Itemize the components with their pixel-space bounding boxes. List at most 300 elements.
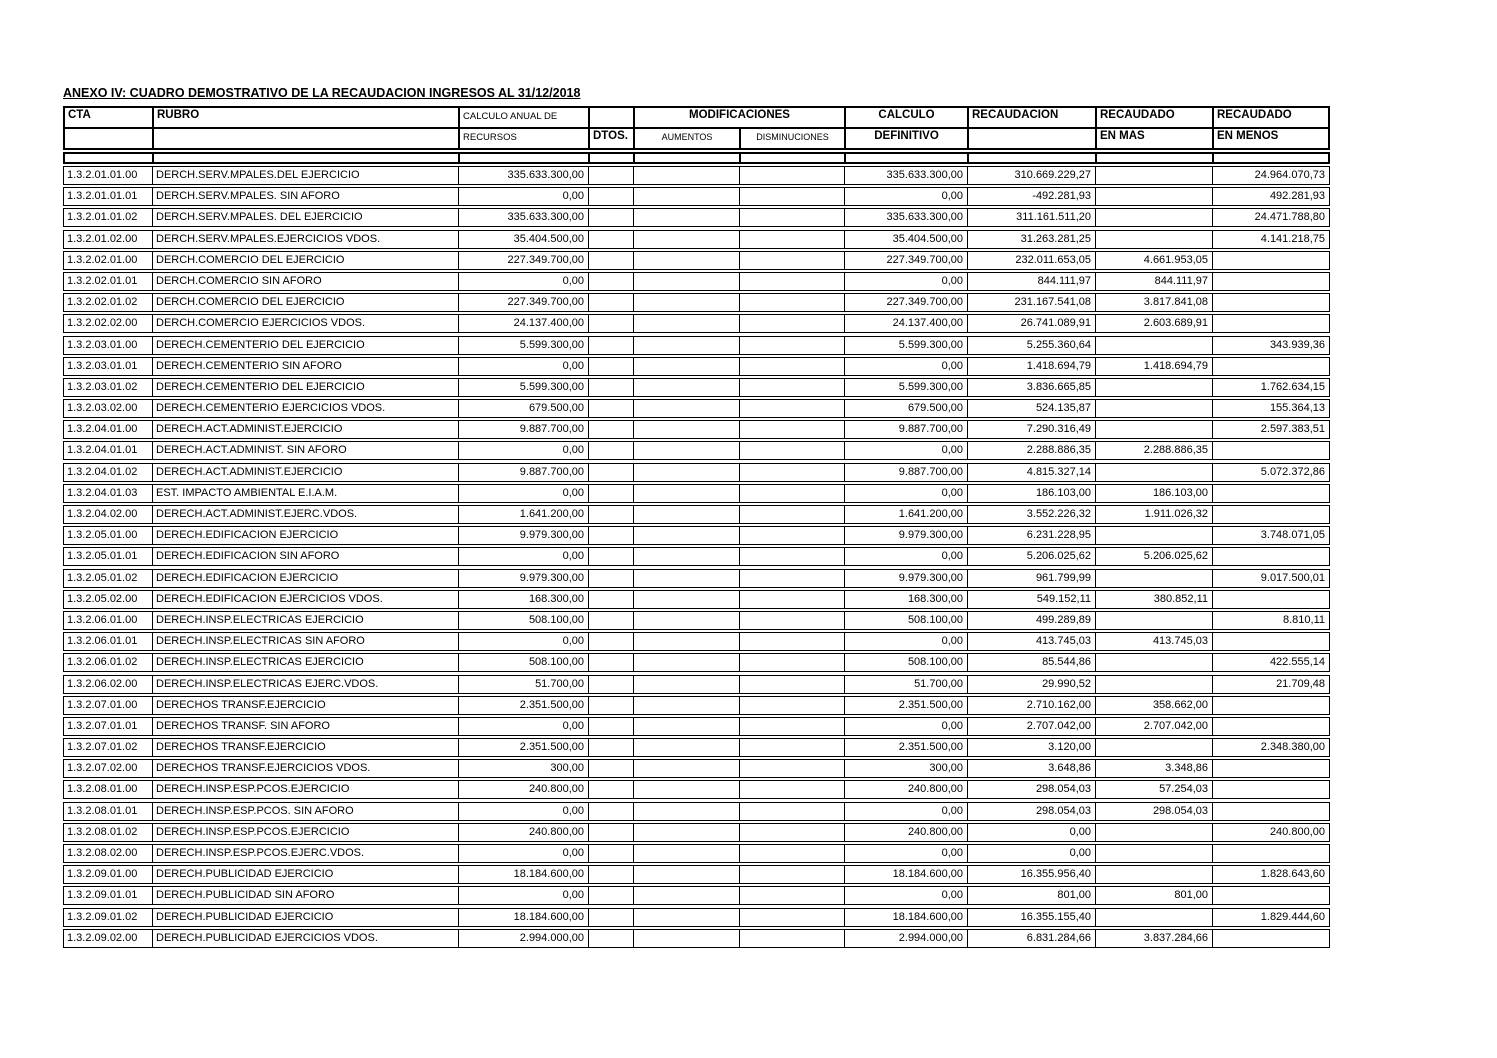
cell-recaudado-en-mas xyxy=(1096,167,1213,184)
cell-recaudacion: 844.111,97 xyxy=(968,273,1096,290)
cell-recaudacion: 1.418.694,79 xyxy=(968,358,1096,375)
cell-recaudado-en-menos: 5.072.372,86 xyxy=(1260,465,1325,478)
cell-calculo-definitivo: 5.599.300,00 xyxy=(845,337,968,354)
cell-dtos xyxy=(589,379,634,396)
cell-recaudado-en-mas: 57.254,03 xyxy=(1096,781,1213,798)
cell-recaudado-en-menos: 24.964.070,73 xyxy=(1254,169,1325,181)
cell-dtos xyxy=(589,506,634,523)
cell-aumentos xyxy=(634,400,740,417)
cell-recaudacion: 31.263.281,25 xyxy=(968,231,1096,248)
cell-dtos xyxy=(589,548,634,565)
header-disminuciones: DISMINUCIONES xyxy=(741,129,846,148)
cell-disminuciones xyxy=(740,506,845,523)
cell-cta: 1.3.2.01.02.00 xyxy=(64,231,153,248)
cell-recaudacion: 186.103,00 xyxy=(968,485,1096,502)
cell-aumentos xyxy=(634,633,740,650)
cell-recaudado-en-mas: 801,00 xyxy=(1096,887,1213,904)
cell-rubro: DERECH.EDIFICACION EJERCICIO xyxy=(153,527,459,544)
cell-calculo-anual: 0,00 xyxy=(459,188,589,205)
cell-calculo-anual: 0,00 xyxy=(459,803,589,820)
cell-cta: 1.3.2.05.02.00 xyxy=(64,591,153,608)
cell-recaudado-en-menos: 422.555,14 xyxy=(1269,656,1325,669)
cell-calculo-anual: 9.979.300,00 xyxy=(459,570,589,587)
cell-disminuciones xyxy=(740,294,845,311)
cell-recaudado-en-mas: 2.707.042,00 xyxy=(1096,718,1213,735)
cell-dtos xyxy=(589,209,634,226)
table-row xyxy=(63,484,1330,503)
cell-dtos xyxy=(589,358,634,375)
cell-recaudado-en-mas xyxy=(1096,379,1213,396)
cell-calculo-anual: 0,00 xyxy=(459,485,589,502)
cell-aumentos xyxy=(634,866,740,883)
cell-calculo-definitivo: 240.800,00 xyxy=(845,824,968,841)
cell-aumentos xyxy=(634,930,740,947)
cell-recaudacion: 231.167.541,08 xyxy=(968,294,1096,311)
cell-calculo-anual: 0,00 xyxy=(459,273,589,290)
table-row xyxy=(63,759,1330,778)
cell-aumentos xyxy=(634,188,740,205)
table-row xyxy=(63,696,1330,715)
cell-cta: 1.3.2.05.01.01 xyxy=(64,548,153,565)
cell-disminuciones xyxy=(740,718,845,735)
cell-calculo-anual: 508.100,00 xyxy=(459,654,589,671)
cell-recaudacion: 6.231.228,95 xyxy=(968,527,1096,544)
cell-disminuciones xyxy=(740,315,845,332)
cell-rubro: DERECH.INSP.ELECTRICAS EJERCICIO xyxy=(153,654,459,671)
cell-recaudado-en-mas xyxy=(1096,845,1213,862)
cell-rubro: DERECH.INSP.ELECTRICAS EJERCICIO xyxy=(153,612,459,629)
cell-rubro: DERCH.SERV.MPALES. SIN AFORO xyxy=(153,188,459,205)
cell-recaudado-en-mas: 844.111,97 xyxy=(1096,273,1213,290)
cell-recaudado-en-mas xyxy=(1096,676,1213,693)
cell-calculo-definitivo: 0,00 xyxy=(845,358,968,375)
cell-disminuciones xyxy=(740,845,845,862)
table-row xyxy=(63,569,1330,588)
cell-recaudado-en-menos xyxy=(1213,548,1329,565)
cell-cta: 1.3.2.04.01.01 xyxy=(64,442,153,459)
table-row xyxy=(63,441,1330,460)
cell-disminuciones xyxy=(740,909,845,926)
cell-recaudado-en-menos xyxy=(1213,358,1329,375)
table-row xyxy=(63,399,1330,418)
cell-recaudacion: 413.745,03 xyxy=(968,633,1096,650)
header-cta: CTA xyxy=(65,108,154,127)
cell-recaudacion: 6.831.284,66 xyxy=(968,930,1096,947)
table-row xyxy=(63,272,1330,291)
cell-calculo-definitivo: 24.137.400,00 xyxy=(845,315,968,332)
cell-calculo-definitivo: 0,00 xyxy=(845,442,968,459)
cell-recaudado-en-mas: 3.817.841,08 xyxy=(1096,294,1213,311)
cell-dtos xyxy=(589,485,634,502)
cell-disminuciones xyxy=(740,824,845,841)
cell-calculo-definitivo: 9.979.300,00 xyxy=(845,570,968,587)
cell-recaudado-en-menos xyxy=(1213,718,1329,735)
cell-recaudado-en-menos: 4.141.218,75 xyxy=(1260,232,1325,245)
cell-calculo-anual: 9.887.700,00 xyxy=(459,464,589,481)
cell-cta: 1.3.2.03.01.02 xyxy=(64,379,153,396)
cell-dtos xyxy=(589,442,634,459)
cell-disminuciones xyxy=(740,379,845,396)
cell-recaudacion: 549.152,11 xyxy=(968,591,1096,608)
cell-disminuciones xyxy=(740,887,845,904)
table-row xyxy=(63,547,1330,566)
cell-calculo-anual: 9.979.300,00 xyxy=(459,527,589,544)
table-row xyxy=(63,208,1330,227)
header-aumentos: AUMENTOS xyxy=(635,129,741,148)
cell-cta: 1.3.2.02.02.00 xyxy=(64,315,153,332)
cell-rubro: DERECHOS TRANSF. SIN AFORO xyxy=(153,718,459,735)
cell-cta: 1.3.2.02.01.00 xyxy=(64,252,153,269)
cell-calculo-anual: 227.349.700,00 xyxy=(459,294,589,311)
cell-recaudado-en-menos: 2.597.383,51 xyxy=(1260,423,1325,436)
page-title: ANEXO IV: CUADRO DEMOSTRATIVO DE LA RECAUDACION INGRESOS AL 31/12/2018 xyxy=(63,86,581,100)
cell-calculo-definitivo: 0,00 xyxy=(845,188,968,205)
cell-dtos xyxy=(589,421,634,438)
cell-recaudado-en-mas: 1.911.026,32 xyxy=(1096,506,1213,523)
table-row xyxy=(63,717,1330,736)
cell-calculo-definitivo: 35.404.500,00 xyxy=(845,231,968,248)
cell-calculo-definitivo: 227.349.700,00 xyxy=(845,294,968,311)
cell-calculo-definitivo: 508.100,00 xyxy=(845,612,968,629)
cell-disminuciones xyxy=(740,273,845,290)
cell-aumentos xyxy=(634,697,740,714)
cell-disminuciones xyxy=(740,803,845,820)
cell-recaudado-en-mas xyxy=(1096,824,1213,841)
cell-dtos xyxy=(589,167,634,184)
cell-recaudado-en-menos xyxy=(1213,760,1329,777)
cell-disminuciones xyxy=(740,337,845,354)
cell-calculo-definitivo: 0,00 xyxy=(845,485,968,502)
cell-recaudacion: 29.990,52 xyxy=(968,676,1096,693)
cell-aumentos xyxy=(634,676,740,693)
cell-recaudacion: 26.741.089,91 xyxy=(968,315,1096,332)
table-row xyxy=(63,823,1330,842)
table-row xyxy=(63,865,1330,884)
cell-recaudado-en-menos xyxy=(1213,697,1329,714)
cell-cta: 1.3.2.09.01.00 xyxy=(64,866,153,883)
header-recaudado-en-mas-line2: EN MAS xyxy=(1097,129,1214,148)
cell-cta: 1.3.2.04.01.03 xyxy=(64,485,153,502)
cell-recaudacion: 5.206.025,62 xyxy=(968,548,1096,565)
cell-calculo-anual: 0,00 xyxy=(459,845,589,862)
cell-rubro: DERECH.INSP.ESP.PCOS.EJERCICIO xyxy=(153,781,459,798)
table-row xyxy=(63,230,1330,249)
cell-recaudado-en-menos: 2.348.380,00 xyxy=(1260,741,1325,754)
cell-cta: 1.3.2.04.02.00 xyxy=(64,506,153,523)
cell-disminuciones xyxy=(740,209,845,226)
cell-recaudado-en-mas: 1.418.694,79 xyxy=(1096,358,1213,375)
cell-rubro: DERECH.ACT.ADMINIST.EJERCICIO xyxy=(153,421,459,438)
cell-cta: 1.3.2.03.01.00 xyxy=(64,337,153,354)
cell-disminuciones xyxy=(740,697,845,714)
table-body xyxy=(63,166,1330,948)
cell-recaudado-en-menos: 343.939,36 xyxy=(1269,338,1325,351)
cell-cta: 1.3.2.07.02.00 xyxy=(64,760,153,777)
cell-rubro: DERECH.PUBLICIDAD SIN AFORO xyxy=(153,887,459,904)
header-recaudado-en-mas-line1: RECAUDADO xyxy=(1097,108,1214,127)
cell-disminuciones xyxy=(740,930,845,947)
cell-aumentos xyxy=(634,252,740,269)
cell-dtos xyxy=(589,676,634,693)
cell-aumentos xyxy=(634,527,740,544)
cell-dtos xyxy=(589,803,634,820)
cell-rubro: DERCH.COMERCIO DEL EJERCICIO xyxy=(153,294,459,311)
cell-aumentos xyxy=(634,909,740,926)
cell-dtos xyxy=(589,654,634,671)
cell-recaudado-en-menos: 21.709,48 xyxy=(1276,677,1325,690)
cell-rubro: DERECH.INSP.ESP.PCOS.EJERCICIO xyxy=(153,824,459,841)
cell-recaudado-en-mas xyxy=(1096,400,1213,417)
cell-recaudado-en-menos xyxy=(1213,294,1329,311)
cell-cta: 1.3.2.04.01.00 xyxy=(64,421,153,438)
table-row xyxy=(63,463,1330,482)
cell-disminuciones xyxy=(740,421,845,438)
cell-disminuciones xyxy=(740,612,845,629)
cell-calculo-anual: 0,00 xyxy=(459,548,589,565)
cell-dtos xyxy=(589,718,634,735)
cell-recaudacion: 310.669.229,27 xyxy=(968,167,1096,184)
cell-cta: 1.3.2.06.01.00 xyxy=(64,612,153,629)
table-row xyxy=(63,780,1330,799)
cell-rubro: DERECH.EDIFICACION SIN AFORO xyxy=(153,548,459,565)
cell-dtos xyxy=(589,866,634,883)
cell-rubro: DERECH.CEMENTERIO SIN AFORO xyxy=(153,358,459,375)
cell-recaudacion: 801,00 xyxy=(968,887,1096,904)
cell-rubro: DERECH.ACT.ADMINIST.EJERC.VDOS. xyxy=(153,506,459,523)
cell-dtos xyxy=(589,252,634,269)
cell-aumentos xyxy=(634,379,740,396)
cell-calculo-definitivo: 0,00 xyxy=(845,633,968,650)
cell-calculo-anual: 0,00 xyxy=(459,442,589,459)
table-row xyxy=(63,314,1330,333)
header-recaudacion: RECAUDACION xyxy=(969,108,1097,127)
cell-recaudado-en-mas: 358.662,00 xyxy=(1096,697,1213,714)
cell-recaudado-en-menos xyxy=(1213,845,1329,862)
cell-aumentos xyxy=(634,442,740,459)
cell-dtos xyxy=(589,294,634,311)
cell-aumentos xyxy=(634,464,740,481)
cell-rubro: DERECH.PUBLICIDAD EJERCICIOS VDOS. xyxy=(153,930,459,947)
cell-rubro: EST. IMPACTO AMBIENTAL E.I.A.M. xyxy=(153,485,459,502)
cell-recaudacion: 3.648,86 xyxy=(968,760,1096,777)
table-row xyxy=(63,378,1330,397)
cell-dtos xyxy=(589,845,634,862)
cell-aumentos xyxy=(634,231,740,248)
cell-recaudado-en-mas xyxy=(1096,527,1213,544)
cell-calculo-anual: 5.599.300,00 xyxy=(459,337,589,354)
cell-calculo-anual: 18.184.600,00 xyxy=(459,866,589,883)
table-row xyxy=(63,293,1330,312)
cell-calculo-anual: 240.800,00 xyxy=(459,781,589,798)
cell-rubro: DERECH.ACT.ADMINIST. SIN AFORO xyxy=(153,442,459,459)
cell-cta: 1.3.2.09.01.01 xyxy=(64,887,153,904)
cell-calculo-anual: 508.100,00 xyxy=(459,612,589,629)
cell-dtos xyxy=(589,570,634,587)
table-row xyxy=(63,929,1330,948)
cell-calculo-definitivo: 508.100,00 xyxy=(845,654,968,671)
cell-calculo-definitivo: 2.994.000,00 xyxy=(845,930,968,947)
cell-recaudado-en-menos xyxy=(1213,442,1329,459)
cell-recaudacion: 16.355.956,40 xyxy=(968,866,1096,883)
cell-rubro: DERCH.SERV.MPALES.EJERCICIOS VDOS. xyxy=(153,231,459,248)
cell-cta: 1.3.2.07.01.00 xyxy=(64,697,153,714)
cell-dtos xyxy=(589,760,634,777)
cell-cta: 1.3.2.09.02.00 xyxy=(64,930,153,947)
cell-dtos xyxy=(589,464,634,481)
cell-recaudacion: 2.288.886,35 xyxy=(968,442,1096,459)
cell-cta: 1.3.2.05.01.00 xyxy=(64,527,153,544)
cell-cta: 1.3.2.07.01.02 xyxy=(64,739,153,756)
cell-cta: 1.3.2.08.01.01 xyxy=(64,803,153,820)
cell-calculo-definitivo: 0,00 xyxy=(845,803,968,820)
header-rubro-spacer xyxy=(154,129,460,148)
cell-aumentos xyxy=(634,824,740,841)
cell-dtos xyxy=(589,273,634,290)
cell-recaudado-en-mas: 298.054,03 xyxy=(1096,803,1213,820)
cell-recaudado-en-mas xyxy=(1096,739,1213,756)
cell-cta: 1.3.2.08.02.00 xyxy=(64,845,153,862)
cell-cta: 1.3.2.03.02.00 xyxy=(64,400,153,417)
cell-disminuciones xyxy=(740,781,845,798)
cell-recaudado-en-mas xyxy=(1096,231,1213,248)
cell-cta: 1.3.2.06.01.01 xyxy=(64,633,153,650)
cell-recaudado-en-mas: 413.745,03 xyxy=(1096,633,1213,650)
cell-recaudado-en-menos: 155.364,13 xyxy=(1269,402,1325,415)
cell-aumentos xyxy=(634,421,740,438)
cell-recaudado-en-menos: 240.800,00 xyxy=(1269,825,1325,838)
header-recaudado-en-menos-line1: RECAUDADO xyxy=(1217,109,1292,121)
cell-recaudado-en-menos: 492.281,93 xyxy=(1269,190,1325,203)
cell-cta: 1.3.2.08.01.02 xyxy=(64,824,153,841)
cell-calculo-definitivo: 9.887.700,00 xyxy=(845,464,968,481)
cell-recaudacion: 3.552.226,32 xyxy=(968,506,1096,523)
cell-aumentos xyxy=(634,803,740,820)
cell-recaudado-en-mas xyxy=(1096,570,1213,587)
cell-calculo-anual: 335.633.300,00 xyxy=(459,167,589,184)
cell-recaudacion: 7.290.316,49 xyxy=(968,421,1096,438)
table-row xyxy=(63,420,1330,439)
cell-recaudado-en-menos xyxy=(1213,273,1329,290)
cell-dtos xyxy=(589,824,634,841)
cell-calculo-anual: 300,00 xyxy=(459,760,589,777)
cell-recaudado-en-mas: 5.206.025,62 xyxy=(1096,548,1213,565)
table-row xyxy=(63,802,1330,821)
header-recaudacion-spacer xyxy=(969,129,1097,148)
cell-recaudado-en-menos xyxy=(1213,315,1329,332)
cell-recaudado-en-menos: 1.762.634,15 xyxy=(1260,380,1325,393)
cell-recaudado-en-menos xyxy=(1213,252,1329,269)
cell-disminuciones xyxy=(740,485,845,502)
cell-aumentos xyxy=(634,167,740,184)
cell-cta: 1.3.2.02.01.02 xyxy=(64,294,153,311)
cell-calculo-anual: 0,00 xyxy=(459,358,589,375)
cell-rubro: DERCH.SERV.MPALES.DEL EJERCICIO xyxy=(153,167,459,184)
cell-aumentos xyxy=(634,358,740,375)
cell-cta: 1.3.2.04.01.02 xyxy=(64,464,153,481)
cell-disminuciones xyxy=(740,548,845,565)
cell-aumentos xyxy=(634,337,740,354)
cell-aumentos xyxy=(634,294,740,311)
cell-recaudacion: 3.120,00 xyxy=(968,739,1096,756)
cell-disminuciones xyxy=(740,231,845,248)
cell-dtos xyxy=(589,930,634,947)
cell-rubro: DERECH.EDIFICACION EJERCICIO xyxy=(153,570,459,587)
cell-calculo-definitivo: 300,00 xyxy=(845,760,968,777)
cell-recaudado-en-menos xyxy=(1213,506,1329,523)
cell-aumentos xyxy=(634,718,740,735)
cell-calculo-definitivo: 9.979.300,00 xyxy=(845,527,968,544)
cell-calculo-anual: 0,00 xyxy=(459,887,589,904)
cell-aumentos xyxy=(634,612,740,629)
table-row xyxy=(63,675,1330,694)
cell-dtos xyxy=(589,739,634,756)
cell-calculo-definitivo: 240.800,00 xyxy=(845,781,968,798)
cell-recaudacion: 16.355.155,40 xyxy=(968,909,1096,926)
cell-calculo-definitivo: 679.500,00 xyxy=(845,400,968,417)
cell-calculo-definitivo: 168.300,00 xyxy=(845,591,968,608)
cell-recaudado-en-mas: 186.103,00 xyxy=(1096,485,1213,502)
cell-cta: 1.3.2.01.01.01 xyxy=(64,188,153,205)
cell-disminuciones xyxy=(740,442,845,459)
cell-recaudado-en-menos xyxy=(1213,930,1329,947)
cell-recaudado-en-mas xyxy=(1096,909,1213,926)
cell-recaudacion: -492.281,93 xyxy=(968,188,1096,205)
cell-disminuciones xyxy=(740,570,845,587)
cell-aumentos xyxy=(634,273,740,290)
cell-disminuciones xyxy=(740,188,845,205)
cell-rubro: DERCH.COMERCIO SIN AFORO xyxy=(153,273,459,290)
table-row xyxy=(63,166,1330,185)
cell-calculo-definitivo: 18.184.600,00 xyxy=(845,909,968,926)
header-dtos: DTOS. xyxy=(590,129,635,148)
cell-aumentos xyxy=(634,548,740,565)
cell-rubro: DERECH.EDIFICACION EJERCICIOS VDOS. xyxy=(153,591,459,608)
cell-calculo-definitivo: 335.633.300,00 xyxy=(845,167,968,184)
cell-disminuciones xyxy=(740,464,845,481)
cell-dtos xyxy=(589,909,634,926)
cell-recaudacion: 0,00 xyxy=(968,845,1096,862)
cell-dtos xyxy=(589,231,634,248)
cell-recaudacion: 961.799,99 xyxy=(968,570,1096,587)
cell-disminuciones xyxy=(740,252,845,269)
cell-cta: 1.3.2.06.02.00 xyxy=(64,676,153,693)
header-calculo-definitivo-line1: CALCULO xyxy=(846,108,969,127)
table-row xyxy=(63,738,1330,757)
cell-rubro: DERECH.CEMENTERIO DEL EJERCICIO xyxy=(153,337,459,354)
cell-recaudado-en-mas xyxy=(1096,421,1213,438)
cell-calculo-anual: 0,00 xyxy=(459,718,589,735)
table-header xyxy=(63,106,1330,150)
cell-recaudado-en-mas: 380.852,11 xyxy=(1096,591,1213,608)
cell-dtos xyxy=(589,633,634,650)
cell-aumentos xyxy=(634,485,740,502)
cell-dtos xyxy=(589,612,634,629)
cell-recaudacion: 298.054,03 xyxy=(968,803,1096,820)
cell-cta: 1.3.2.09.01.02 xyxy=(64,909,153,926)
cell-calculo-definitivo: 0,00 xyxy=(845,718,968,735)
cell-rubro: DERECH.INSP.ESP.PCOS.EJERC.VDOS. xyxy=(153,845,459,862)
cell-rubro: DERECH.INSP.ELECTRICAS EJERC.VDOS. xyxy=(153,676,459,693)
cell-dtos xyxy=(589,337,634,354)
cell-calculo-anual: 18.184.600,00 xyxy=(459,909,589,926)
cell-calculo-definitivo: 0,00 xyxy=(845,845,968,862)
cell-recaudado-en-menos: 24.471.788,80 xyxy=(1254,211,1325,224)
cell-cta: 1.3.2.08.01.00 xyxy=(64,781,153,798)
table-row xyxy=(63,632,1330,651)
cell-recaudado-en-menos xyxy=(1213,591,1329,608)
cell-calculo-anual: 168.300,00 xyxy=(459,591,589,608)
cell-calculo-definitivo: 18.184.600,00 xyxy=(845,866,968,883)
